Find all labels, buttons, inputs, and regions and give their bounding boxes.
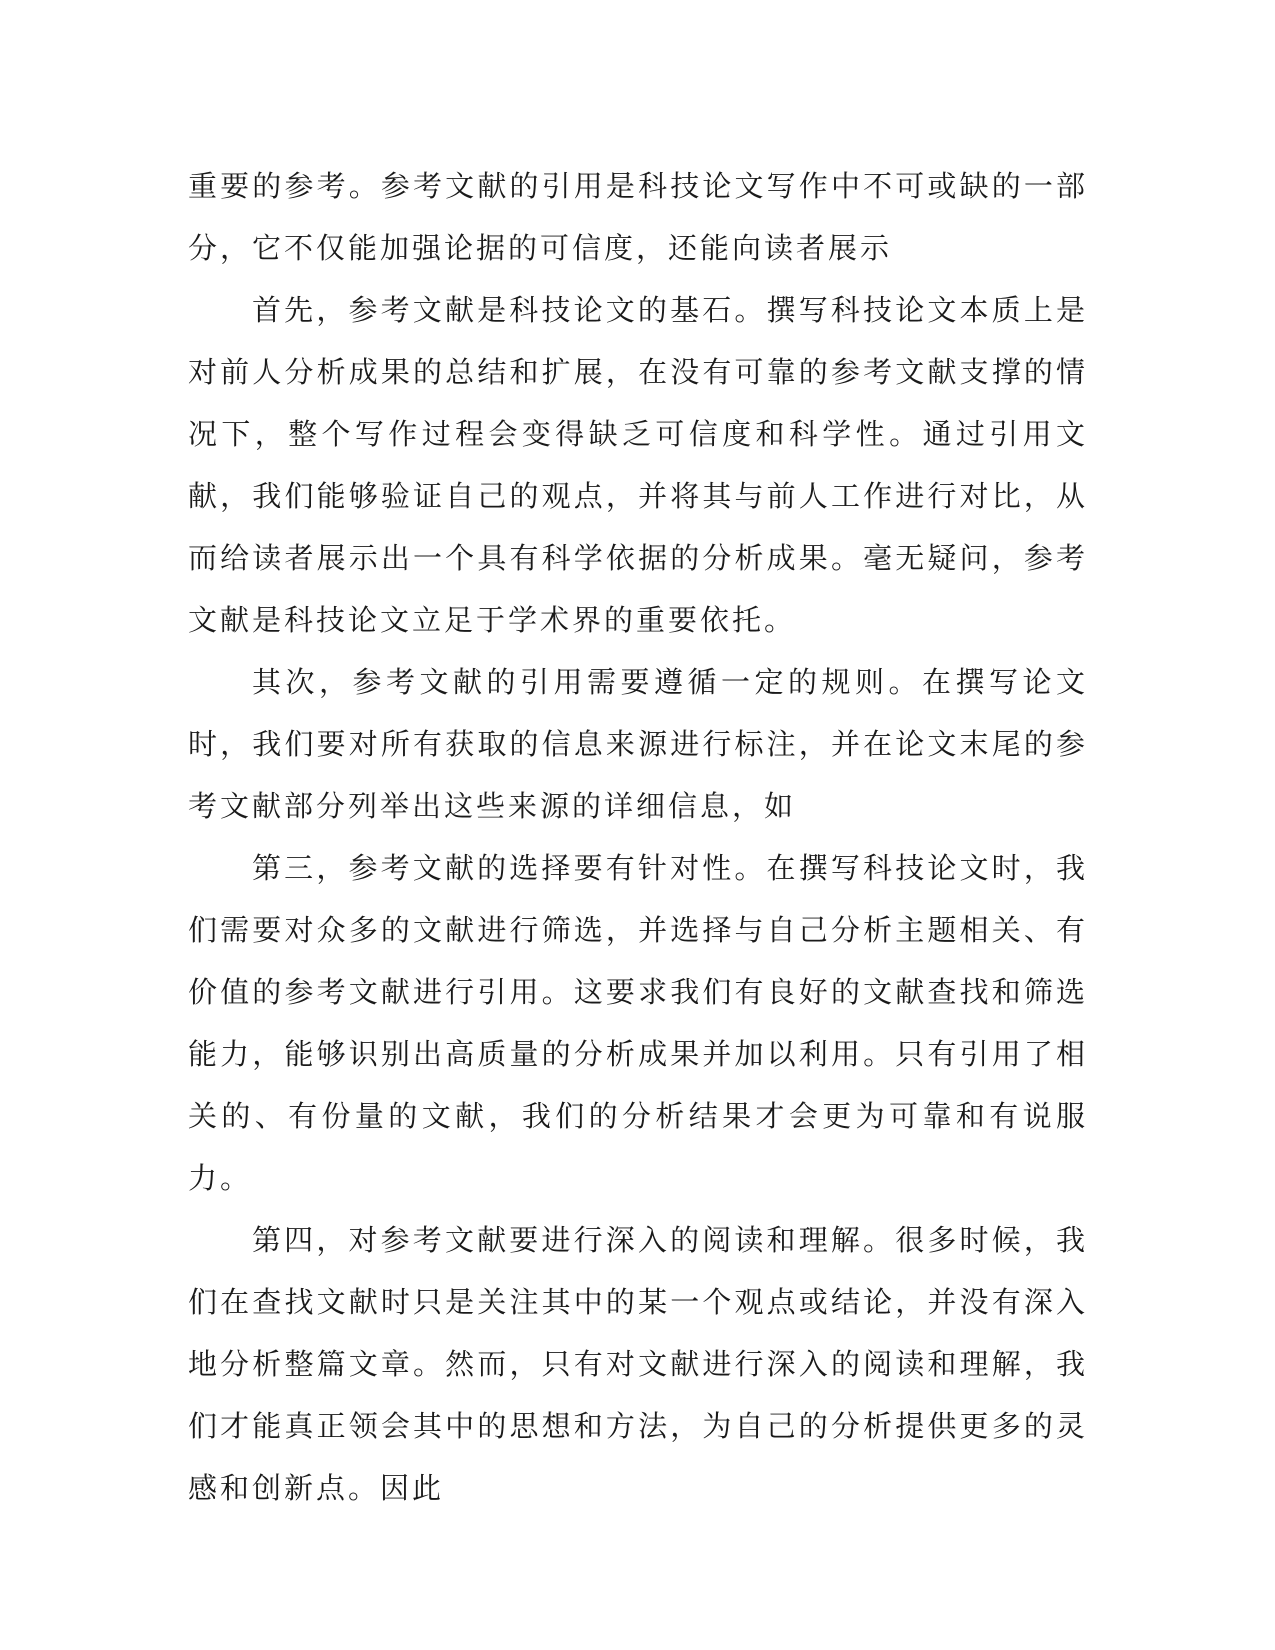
paragraph-first: 首先，参考文献是科技论文的基石。撰写科技论文本质上是对前人分析成果的总结和扩展，在没有可靠的参考文献支撑的情况下，整个写作过程会变得缺乏可信度和科学性。通过引用文献，我们能够验证自己的观点，并将其与前人工作进行对比，从而给读者展示出一个具有科学依据的分析成果。毫无疑问，参考文献是科技论文立足于学术界的重要依托。 [188,293,1088,637]
paragraph-second: 其次，参考文献的引用需要遵循一定的规则。在撰写论文时，我们要对所有获取的信息来源进行标注，并在论文末尾的参考文献部分列举出这些来源的详细信息，如 [188,665,1088,823]
paragraph-fourth: 第四，对参考文献要进行深入的阅读和理解。很多时候，我们在查找文献时只是关注其中的某一个观点或结论，并没有深入地分析整篇文章。然而，只有对文献进行深入的阅读和理解，我们才能真正领会其中的思想和方法，为自己的分析提供更多的灵感和创新点。因此 [188,1223,1088,1505]
document-body [188,155,1088,1519]
paragraph-continuation: 重要的参考。参考文献的引用是科技论文写作中不可或缺的一部分，它不仅能加强论据的可信度，还能向读者展示 [188,169,1088,265]
paragraph-third: 第三，参考文献的选择要有针对性。在撰写科技论文时，我们需要对众多的文献进行筛选，并选择与自己分析主题相关、有价值的参考文献进行引用。这要求我们有良好的文献查找和筛选能力，能够识别出高质量的分析成果并加以利用。只有引用了相关的、有份量的文献，我们的分析结果才会更为可靠和有说服力。 [188,851,1088,1195]
